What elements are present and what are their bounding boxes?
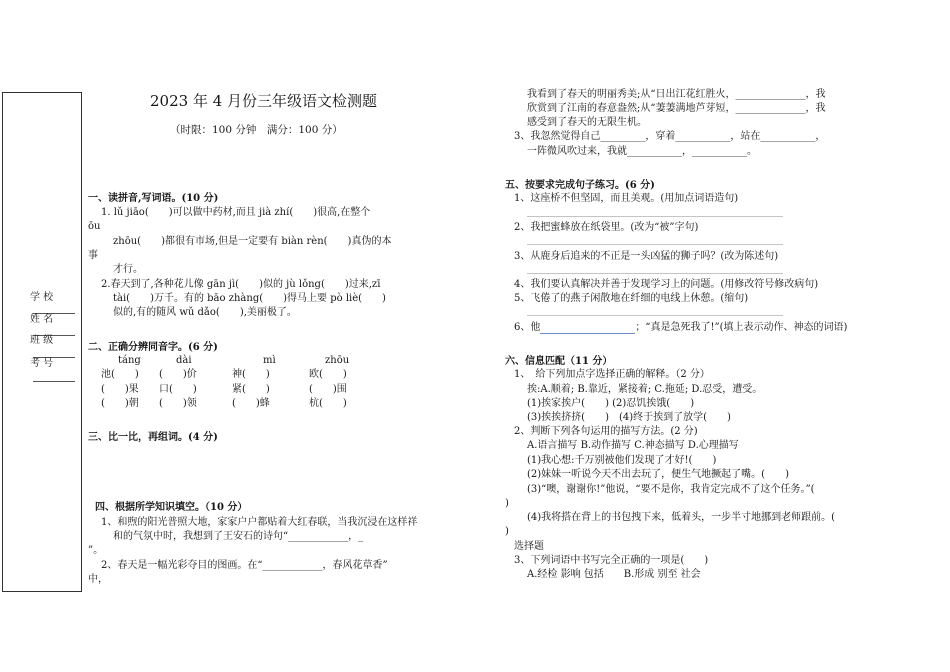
question-line: 感受到了春天的无限生机。: [527, 117, 647, 128]
answer-line: [527, 273, 783, 274]
question-line: 2、判断下列各句运用的描写方法。(2 分): [514, 426, 698, 437]
question-line: 事: [88, 250, 98, 261]
question-line: 1、和煦的阳光普照大地，家家户户都贴着大红春联，当我沉浸在这样祥: [101, 517, 418, 528]
homophone-cell: 欧( ): [309, 369, 347, 380]
homophone-cell: ( )果: [101, 384, 139, 395]
question-line: [514, 322, 847, 334]
question-line: 1、这座桥不但坚固，而且美观。(用加点词语造句): [514, 193, 739, 204]
question-line: 中，: [88, 574, 108, 585]
section-6-heading: 六、信息匹配（11 分）: [505, 356, 613, 367]
homophone-cell: ( )围: [309, 384, 347, 395]
question-line: 似的,有的随风 wǔ dǎo( ),美丽极了。: [113, 307, 297, 318]
question-line: ōu: [88, 221, 101, 232]
question-line: ”。: [88, 545, 104, 556]
homophone-cell: 神( ): [232, 369, 270, 380]
section-2-heading: 二、正确分辨同音字。(6 分): [88, 342, 218, 353]
answer-line: [527, 216, 783, 217]
exam-number-line: [33, 381, 75, 382]
question-line: 挨:A.顺着; B.靠近，紧接着; C.拖延; D.忍受，遭受。: [527, 384, 763, 395]
pinyin-label: dài: [176, 355, 192, 366]
question-line: (1)我心想:千万别被他们发现了才好!( ): [527, 455, 717, 466]
question-line: 2.春天到了,各种花儿像 gān jì( )似的 jù lǒng( )过来,zī: [101, 279, 381, 290]
class-label: 班 级: [30, 335, 54, 346]
question-line: 欣赏到了江南的春意盎然;从“萋萋满地芦芽短，______________，我: [527, 103, 826, 114]
question-line: zhōu( )都很有市场,但是一定要有 biàn rèn( )真伪的本: [113, 236, 392, 247]
item6-suffix: ；“真是急死我了!”(填上表示动作、神态的词语): [635, 322, 848, 333]
question-line: (1)挨家挨户( ) (2)忍饥挨饿( ): [527, 398, 695, 409]
exam-number-label: 考 号: [30, 358, 54, 369]
question-line: A.经检 影响 包括 B.形成 别至 社会: [527, 569, 701, 580]
item6-prefix: 6、他: [514, 322, 541, 333]
question-line: tài( )万千。有的 bāo zhàng( )得马上要 pò liè( ): [113, 293, 386, 304]
homophone-cell: 杭( ): [309, 398, 347, 409]
section-5-heading: 五、按要求完成句子练习。(6 分): [505, 180, 655, 191]
question-line: 1、 给下列加点字选择正确的解释。（2 分）: [514, 369, 710, 380]
question-line: 1. lǔ jiāo( )可以做中药材,而且 jià zhí( )很高,在整个: [101, 207, 371, 218]
fill-blank: [540, 323, 635, 334]
homophone-cell: ( )蜂: [232, 398, 270, 409]
question-line: 才行。: [113, 264, 143, 275]
page-title: 2023 年 4 月份三年级语文检测题: [150, 92, 378, 110]
homophone-cell: ( )价: [159, 369, 197, 380]
name-label: 姓 名: [30, 314, 54, 325]
section-1-heading: 一、读拼音,写词语。(10 分): [88, 193, 219, 204]
question-line: (3)“噢，谢谢你!”他说，“要不是你，我肯定完成不了这个任务。”(: [527, 484, 815, 495]
homophone-cell: 池( ): [101, 369, 139, 380]
pinyin-label: zhōu: [325, 355, 350, 366]
homophone-cell: ( )朝: [101, 398, 139, 409]
question-line: ): [505, 526, 509, 537]
question-line: 4、我们要认真解决并善于发现学习上的问题。(用修改符号修改病句): [514, 279, 819, 290]
school-label: 学 校: [30, 292, 54, 303]
question-line: (4)我将搭在背上的书包拽下来，低着头，一步半寸地挪到老师跟前。(: [527, 512, 836, 523]
homophone-cell: 口( ): [159, 384, 197, 395]
section-4-heading: 四、根据所学知识填空。（10 分）: [95, 502, 248, 513]
question-line: 3、我忽然觉得自己_________，穿着___________，站在___________，: [514, 131, 826, 142]
question-line: A.语言描写 B.动作描写 C.神态描写 D.心理描写: [527, 440, 739, 451]
pinyin-label: mì: [263, 355, 276, 366]
question-line: 我看到了春天的明丽秀美;从“日出江花红胜火，______________，我: [527, 89, 826, 100]
answer-line: [527, 315, 783, 316]
question-line: 3、下列词语中书写完全正确的一项是( ): [514, 555, 709, 566]
question-line: 3、从鹿身后追来的不正是一头凶猛的狮子吗？(改为陈述句): [514, 251, 779, 262]
question-line: 2、春天是一幅光彩夺目的图画。在“____________，春风花草香”: [101, 560, 388, 571]
pinyin-label: táng: [118, 355, 141, 366]
question-line: 一阵微风吹过来，我就___________，___________。: [527, 146, 757, 157]
homophone-cell: ( )领: [159, 398, 197, 409]
section-3-heading: 三、比一比，再组词。(4 分): [88, 432, 218, 443]
subsection-label: 选择题: [514, 541, 544, 552]
question-line: (3)挨挨挤挤( ) (4)终于挨到了放学( ): [527, 412, 731, 423]
answer-line: [527, 244, 783, 245]
question-line: 5、飞倦了的燕子闲散地在纤细的电线上休憩。(缩句): [514, 293, 749, 304]
question-line: 2、我把蜜蜂放在纸袋里。(改为“被”字句): [514, 222, 699, 233]
question-line: (2)妹妹一听说今天不出去玩了，便生气地撅起了嘴。( ): [527, 469, 789, 480]
question-line: 和的气氛中时，我想到了王安石的诗句“____________，_: [113, 531, 364, 542]
question-line: ): [505, 498, 509, 509]
page-subtitle: （时限：100 分钟 满分：100 分）: [170, 124, 343, 136]
homophone-cell: 紧( ): [232, 384, 270, 395]
